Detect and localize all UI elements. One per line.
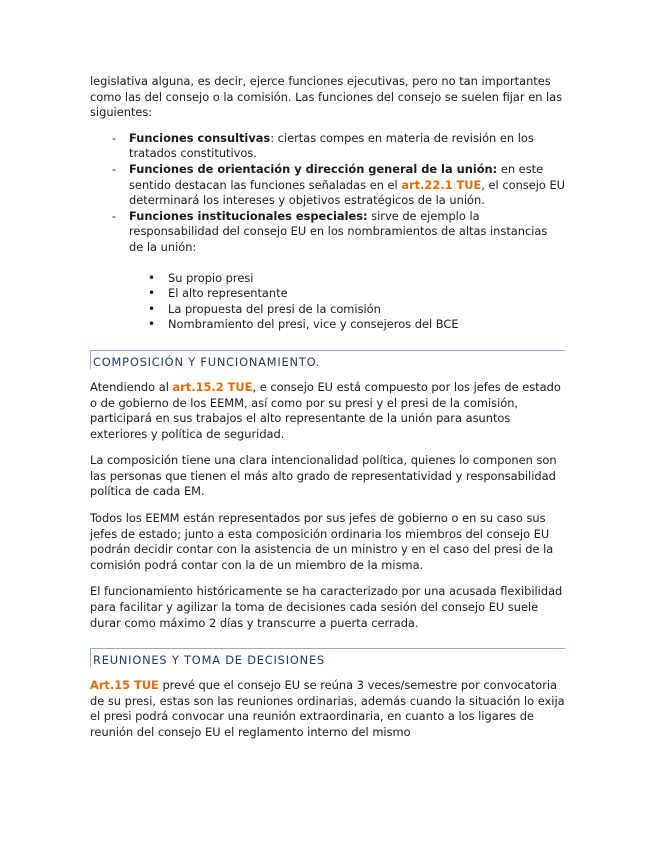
paragraph-text: Atendiendo al bbox=[90, 379, 173, 394]
section-heading-meetings: REUNIONES Y TOMA DE DECISIONES bbox=[90, 648, 565, 667]
list-item bbox=[90, 162, 565, 209]
intro-paragraph: legislativa alguna, es decir, ejerce funciones ejecutivas, pero no tan importantes como las del consejo o la comisión. Las funciones del consejo se suelen fijar en las siguientes: bbox=[90, 74, 563, 120]
list-item-text: en este sentido destacan las funciones señaladas en el bbox=[129, 161, 544, 192]
list-item bbox=[90, 271, 565, 287]
list-item bbox=[90, 286, 565, 302]
composition-paragraph-1 bbox=[90, 380, 565, 442]
list-item bbox=[90, 317, 565, 333]
paragraph-text: , e consejo EU está compuesto por los jefes de estado o de gobierno de los EEMM, así como por su presi y el presi de la comisión, participará en sus trabajos el alto representante de la unión para asuntos exteriores y política de seguridad. bbox=[90, 379, 561, 441]
list-item-text: Su propio presi bbox=[168, 270, 254, 285]
list-item-term: Funciones institucionales especiales: bbox=[129, 208, 368, 223]
list-item bbox=[90, 302, 565, 318]
bullet-icon: • bbox=[148, 317, 156, 332]
list-item bbox=[90, 131, 565, 162]
composition-paragraph-2: La composición tiene una clara intencionalidad política, quienes lo componen son las personas que tienen el más alto grado de representatividad y responsabilidad política de cada EM. bbox=[90, 453, 557, 499]
list-item-text: La propuesta del presi de la comisión bbox=[168, 301, 381, 316]
appointments-list bbox=[90, 271, 565, 333]
list-item-text: : ciertas compes en materia de revisión en los tratados constitutivos. bbox=[129, 130, 534, 161]
dash-marker: - bbox=[112, 130, 117, 145]
article-reference: Art.15 TUE bbox=[90, 678, 159, 693]
article-reference: art.22.1 TUE bbox=[401, 177, 482, 192]
list-item-text: sirve de ejemplo la responsabilidad del consejo EU en los nombramientos de altas instancias de la unión: bbox=[129, 208, 548, 254]
composition-paragraph-4: El funcionamiento históricamente se ha caracterizado por una acusada flexibilidad para facilitar y agilizar la toma de decisiones cada sesión del consejo EU suele durar como máximo 2 días y transcurre a puerta cerrada. bbox=[90, 584, 563, 630]
list-item bbox=[90, 209, 565, 256]
dash-marker: - bbox=[112, 161, 117, 176]
article-reference: art.15.2 TUE bbox=[172, 379, 253, 394]
page-content bbox=[90, 74, 565, 741]
list-item-text: Nombramiento del presi, vice y consejeros del BCE bbox=[168, 317, 459, 332]
functions-list bbox=[90, 131, 565, 256]
bullet-icon: • bbox=[148, 286, 156, 301]
section-heading-composition: COMPOSICIÓN Y FUNCIONAMIENTO. bbox=[90, 350, 565, 369]
composition-paragraph-3: Todos los EEMM están representados por sus jefes de gobierno o en su caso sus jefes de estado; junto a esta composición ordinaria los miembros del consejo EU podrán decidir contar con la asistencia de un ministro y en el caso del presi de la comisión podrá contar con la de un miembro de la misma. bbox=[90, 511, 554, 572]
bullet-icon: • bbox=[148, 301, 156, 316]
list-item-text: , el consejo EU determinará los intereses y objetivos estratégicos de la unión. bbox=[129, 177, 566, 208]
meetings-paragraph-1 bbox=[90, 678, 565, 740]
paragraph-text: prevé que el consejo EU se reúna 3 veces/semestre por convocatoria de su presi, estas son las reuniones ordinarias, además cuando la situación lo exija el presi podrá convocar una reunión extraordinaria, en cuanto a los ligares de reunión del consejo EU el reglamento interno del mismo bbox=[90, 678, 565, 739]
bullet-icon: • bbox=[148, 270, 156, 285]
list-item-term: Funciones consultivas bbox=[129, 130, 271, 145]
list-item-term: Funciones de orientación y dirección general de la unión: bbox=[129, 161, 498, 176]
list-item-text: El alto representante bbox=[168, 286, 288, 301]
dash-marker: - bbox=[112, 208, 117, 223]
